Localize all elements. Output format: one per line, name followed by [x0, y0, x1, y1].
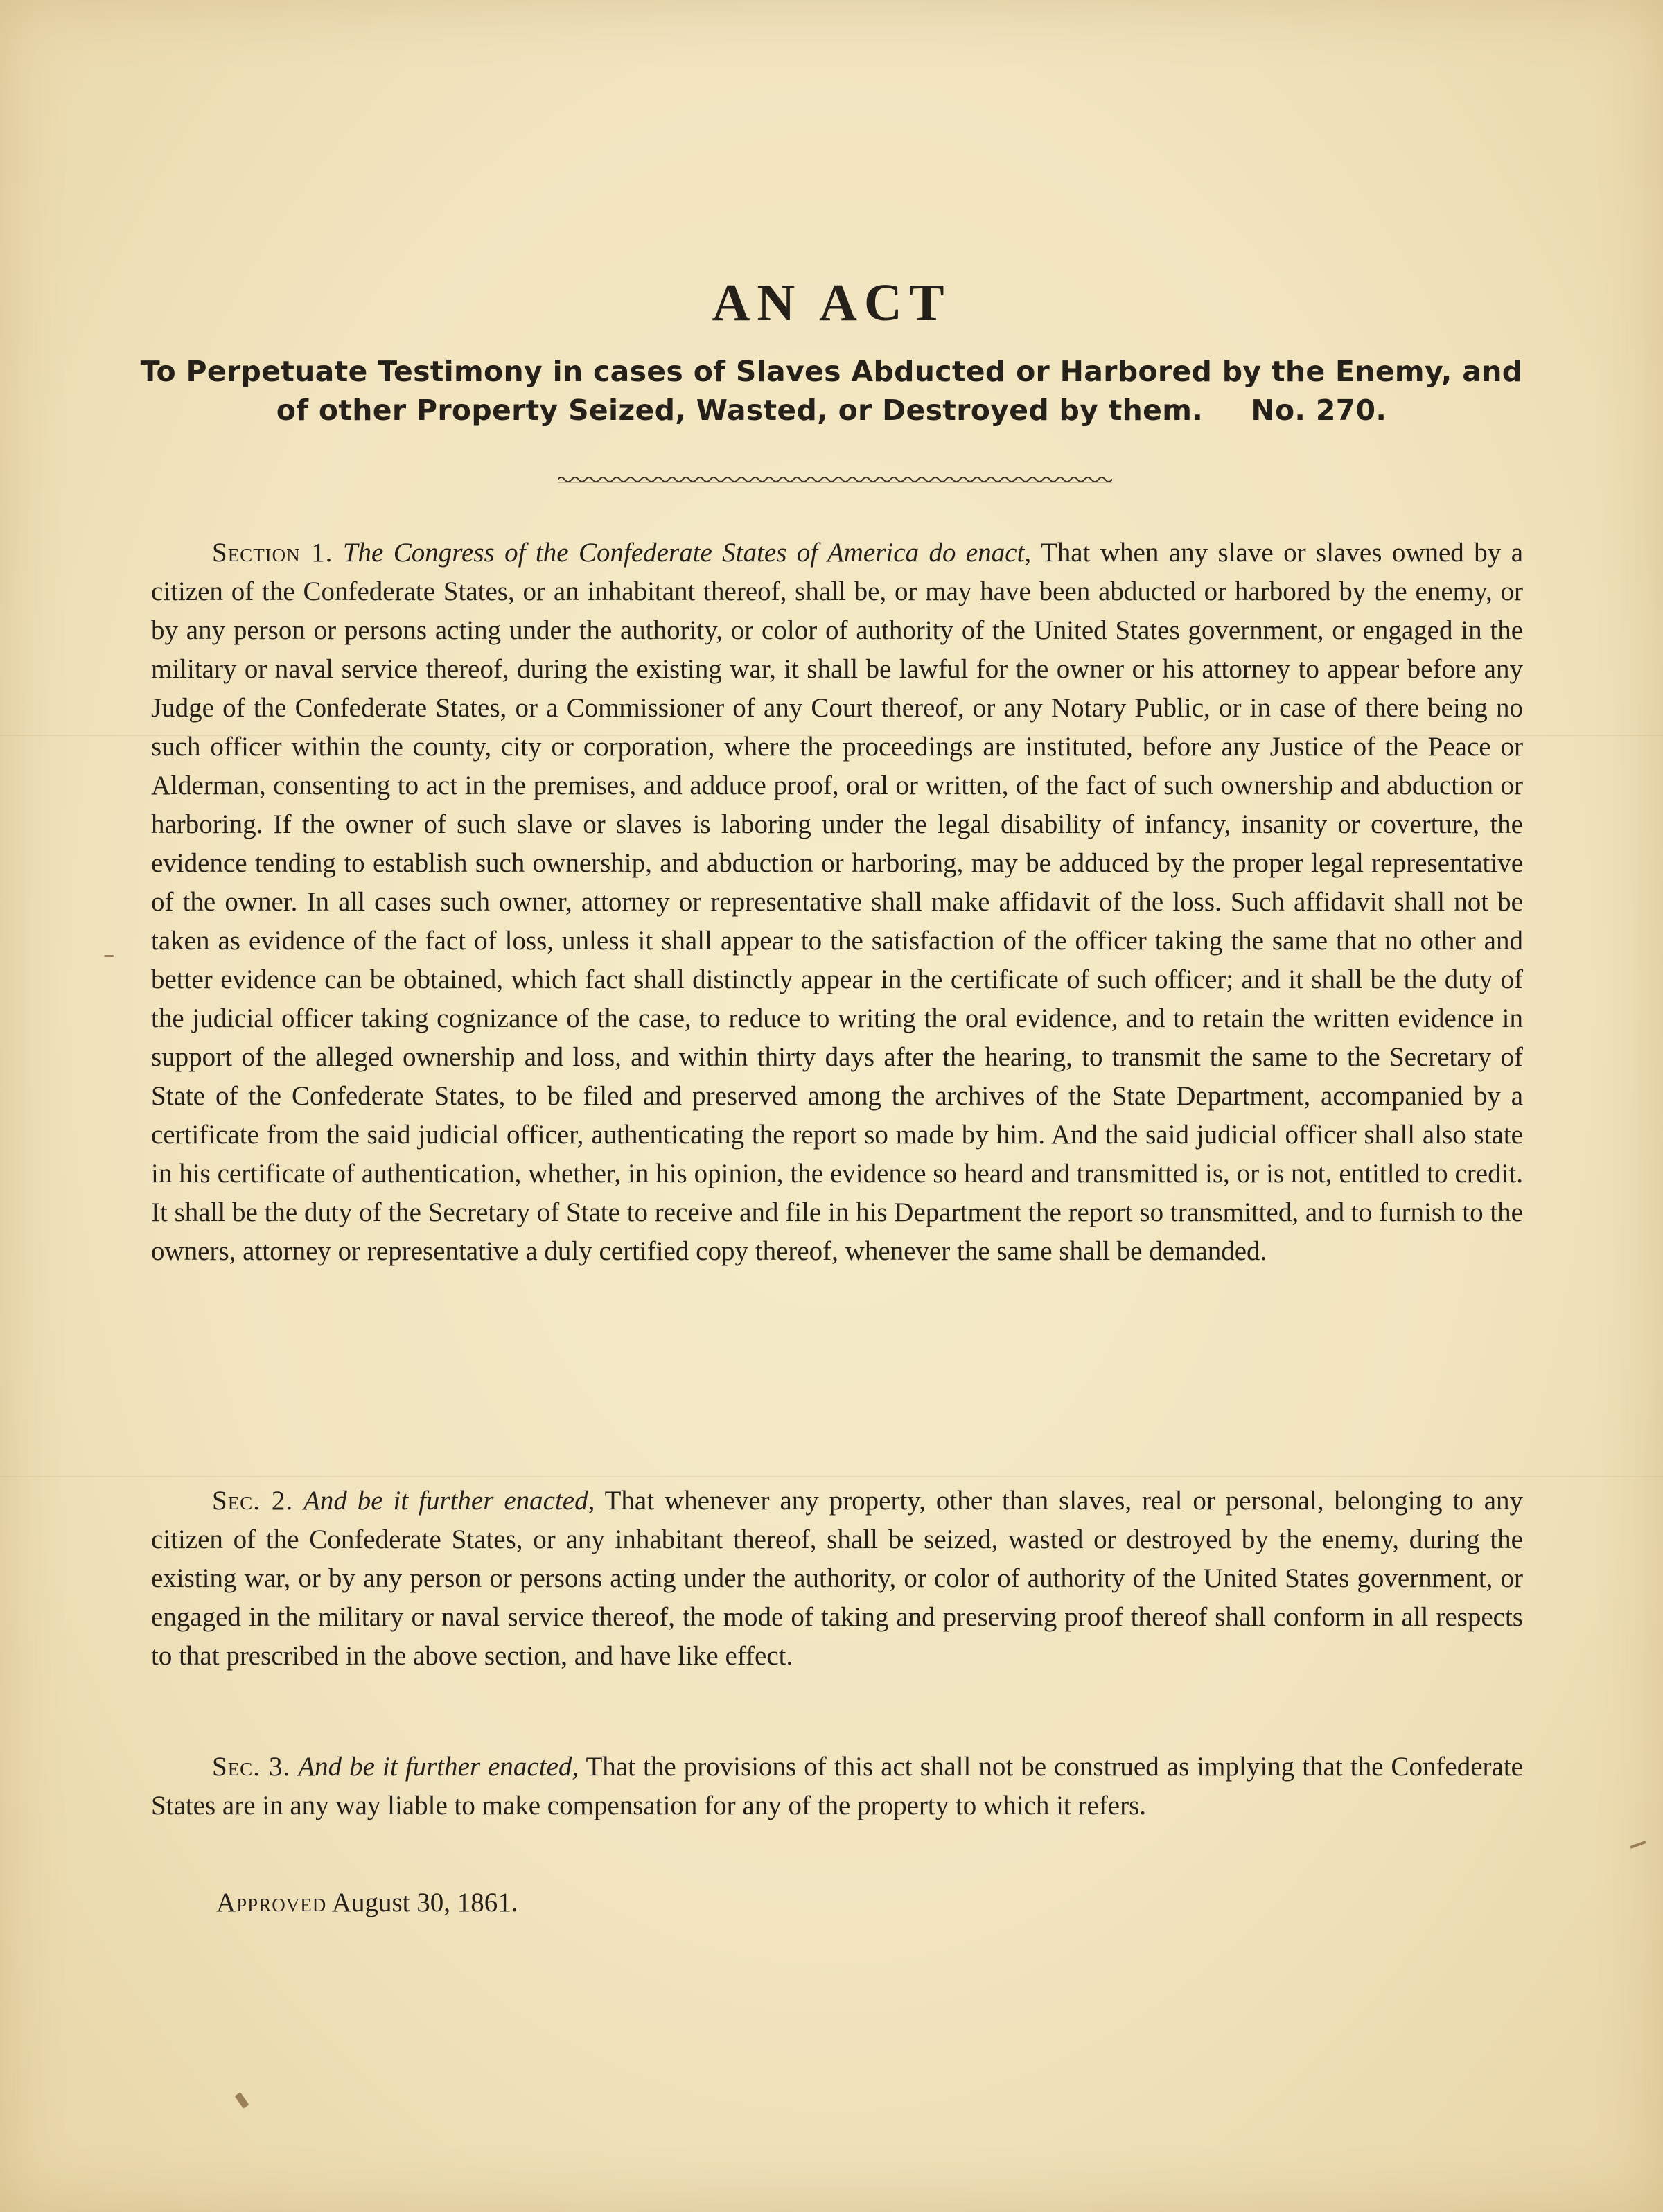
section-1-label: Section 1.	[212, 538, 333, 568]
approved-label: Approved	[216, 1888, 327, 1917]
section-3-text: That the provisions of this act shall not be construed as implying that the Confederate States are in any way liable to make compensation for any of the property to which it refers.	[151, 1752, 1523, 1820]
approved-date: August 30, 1861.	[331, 1888, 518, 1917]
act-number: No. 270.	[1251, 394, 1387, 427]
paper-blemish	[104, 955, 114, 957]
paper-blemish	[1630, 1841, 1646, 1849]
section-3-label: Sec. 3.	[212, 1752, 291, 1782]
section-1-enacting-clause: The Congress of the Confederate States of America do enact,	[342, 538, 1032, 568]
section-2-enacting-clause: And be it further enacted,	[303, 1486, 595, 1516]
document-subtitle	[139, 352, 1524, 430]
section-1-paragraph	[151, 534, 1523, 1271]
section-3-enacting-clause: And be it further enacted,	[298, 1752, 579, 1782]
section-2-paragraph	[151, 1482, 1523, 1676]
subtitle-line-1: To Perpetuate Testimony in cases of Slaves Abducted or Harbored by the Enemy, and	[140, 355, 1523, 388]
decorative-wavy-rule	[558, 471, 1112, 488]
section-3-paragraph	[151, 1748, 1523, 1825]
paper-crease	[0, 1476, 1663, 1477]
section-1-text: That when any slave or slaves owned by a citizen of the Confederate States, or an inhabitant thereof, shall be, or may have been abducted or harbored by the enemy, or by any person or persons acting under the authority, or color of authority of the United States government, or engaged in the military or naval service thereof, during the existing war, it shall be lawful for the owner or his attorney to appear before any Judge of the Confederate States, or a Commissioner of any Court thereof, or any Notary Public, or in case of there being no such officer within the county, city or corporation, where the proceedings are instituted, before any Justice of the Peace or Alderman, consenting to act in the premises, and adduce proof, oral or written, of the fact of such ownership and abduction or harboring. If the owner of such slave or slaves is laboring under the legal disability of infancy, insanity or coverture, the evidence tending to establish such ownership, and abduction or harboring, may be adduced by the proper legal representative of the owner. In all cases such owner, attorney or representative shall make affidavit of the loss. Such affidavit shall not be taken as evidence of the fact of loss, unless it shall appear to the satisfaction of the officer taking the same that no other and better evidence can be obtained, which fact shall distinctly appear in the certificate of such officer; and it shall be the duty of the judicial officer taking cognizance of the case, to reduce to writing the oral evidence, and to retain the written evidence in support of the alleged ownership and loss, and within thirty days after the hearing, to transmit the same to the Secretary of State of the Confederate States, to be filed and preserved among the archives of the State Department, accompanied by a certificate from the said judicial officer, authenticating the report so made by him. And the said judicial officer shall also state in his certificate of authentication, whether, in his opinion, the evidence so heard and transmitted is, or is not, entitled to credit. It shall be the duty of the Secretary of State to receive and file in his Department the report so transmitted, and to furnish to the owners, attorney or representative a duly certified copy thereof, whenever the same shall be demanded.	[151, 538, 1524, 1266]
section-2-text: That whenever any property, other than slaves, real or personal, belonging to any citizen of the Confederate States, or any inhabitant thereof, shall be seized, wasted or destroyed by the enemy, during the existing war, or by any person or persons acting under the authority, or color of authority of the United States government, or engaged in the military or naval service thereof, the mode of taking and preserving proof thereof shall conform in all respects to that prescribed in the above section, and have like effect.	[151, 1486, 1524, 1671]
paper-blemish	[235, 2092, 249, 2109]
section-2-label: Sec. 2.	[212, 1486, 294, 1516]
subtitle-line-2: of other Property Seized, Wasted, or Destroyed by them.	[276, 394, 1204, 427]
document-title: AN ACT	[712, 274, 951, 332]
approval-line	[216, 1884, 518, 1922]
